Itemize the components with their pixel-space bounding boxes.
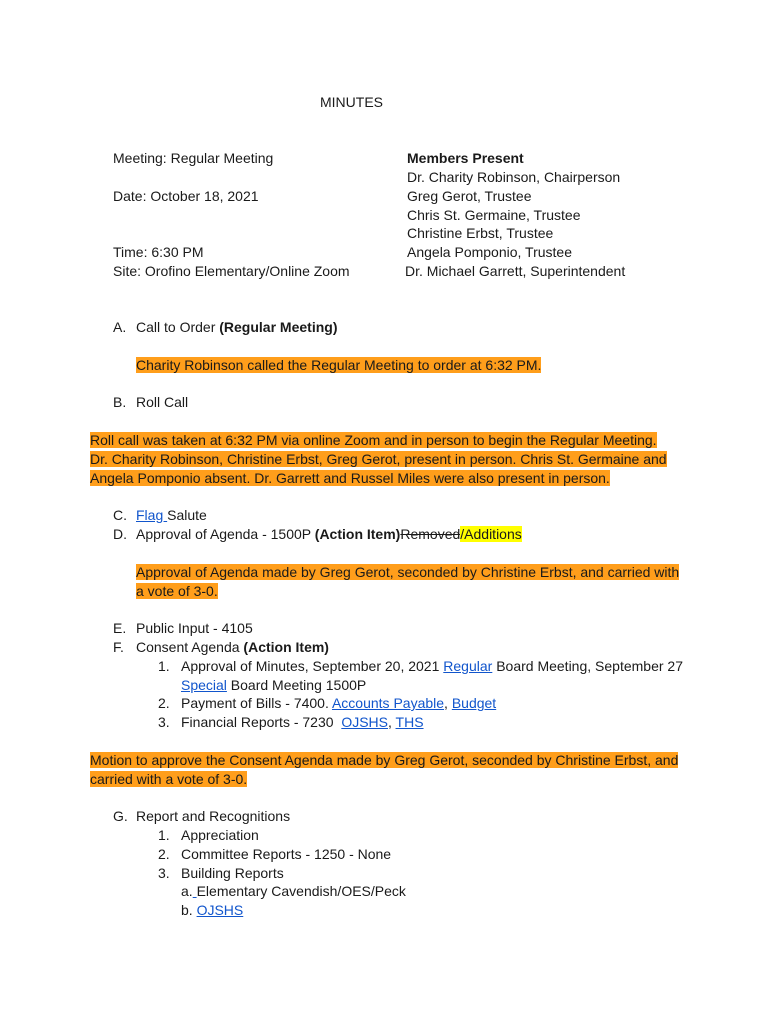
item-c-text: Salute	[167, 507, 207, 523]
item-g-text: Report and Recognitions	[136, 808, 291, 824]
roll-call-note-text: Roll call was taken at 6:32 PM via online Zoom and in person to begin the Regular Meeting. Dr. Charity Robinson, Christine Erbst, Greg Gerot, present in person. Chris St. Germaine and Angela Pomponio absent. Dr. Garrett and Russel Miles were also present in person.	[90, 432, 667, 486]
regular-minutes-link[interactable]: Regular	[443, 658, 493, 674]
sub-text: Committee Reports - 1250 - None	[181, 846, 392, 862]
item-b-letter: B.	[113, 394, 127, 410]
consent-note-text: Motion to approve the Consent Agenda made by Greg Gerot, seconded by Christine Erbst, and carried with a vote of 3-0.	[90, 752, 679, 787]
sub-num: 2.	[158, 695, 170, 711]
item-a-letter: A.	[113, 319, 127, 335]
sub-num: 1.	[158, 658, 170, 674]
item-c	[136, 506, 207, 525]
page-title: MINUTES	[320, 94, 383, 110]
flag-link[interactable]: Flag	[136, 507, 168, 523]
item-e-letter: E.	[113, 620, 127, 636]
member-item: Greg Gerot, Trustee	[407, 188, 532, 204]
item-c-letter: C.	[113, 507, 127, 523]
accounts-payable-link[interactable]: Accounts Payable	[331, 695, 445, 711]
item-a-note-text: Charity Robinson called the Regular Meeting to order at 6:32 PM.	[136, 357, 542, 373]
item-d-text: Approval of Agenda - 1500P	[136, 526, 315, 542]
sub-num: 3.	[158, 714, 170, 730]
sub-text: Elementary Cavendish/OES/Peck	[196, 883, 406, 899]
item-d-bold: (Action Item)	[314, 526, 401, 542]
item-f-bold: (Action Item)	[243, 639, 329, 655]
member-item: Chris St. Germaine, Trustee	[407, 207, 581, 223]
sub-num: 1.	[158, 827, 170, 843]
item-a-text: Call to Order	[136, 319, 220, 335]
item-d-letter: D.	[113, 526, 127, 542]
item-f-text: Consent Agenda	[136, 639, 244, 655]
item-d-additions: /Additions	[460, 526, 522, 542]
member-item: Dr. Michael Garrett, Superintendent	[405, 263, 626, 279]
consent-sub-3	[181, 713, 424, 732]
item-d-strike: Removed	[400, 526, 461, 542]
member-item: Angela Pomponio, Trustee	[407, 244, 572, 260]
consent-sub-2	[181, 694, 496, 713]
ths-financial-link[interactable]: THS	[395, 714, 424, 730]
agenda-note-text: Approval of Agenda made by Greg Gerot, seconded by Christine Erbst, and carried with a vote of 3-0.	[136, 564, 680, 599]
sub-sep: ,	[444, 695, 452, 711]
building-report-a	[181, 882, 406, 901]
special-minutes-link[interactable]: Special	[181, 677, 227, 693]
sub-text: Board Meeting 1500P	[226, 677, 367, 693]
sub-text: Payment of Bills - 7400.	[181, 695, 332, 711]
sub-text: Appreciation	[181, 827, 259, 843]
meeting-date: Date: October 18, 2021	[113, 188, 259, 204]
item-a	[136, 318, 337, 337]
item-f-letter: F.	[113, 639, 124, 655]
meeting-type: Meeting: Regular Meeting	[113, 150, 274, 166]
sub-text: Financial Reports - 7230	[181, 714, 342, 730]
sub-letter: b.	[181, 902, 193, 918]
members-heading: Members Present	[407, 150, 524, 166]
item-f	[136, 638, 329, 657]
ojshs-building-link[interactable]: OJSHS	[196, 902, 244, 918]
meeting-time: Time: 6:30 PM	[113, 244, 204, 260]
item-e-text: Public Input - 4105	[136, 620, 253, 636]
consent-sub-1	[181, 657, 683, 676]
item-a-bold: (Regular Meeting)	[219, 319, 338, 335]
item-g-letter: G.	[113, 808, 128, 824]
meeting-site: Site: Orofino Elementary/Online Zoom	[113, 263, 350, 279]
consent-note	[90, 751, 680, 789]
consent-sub-1-cont	[181, 676, 366, 695]
budget-link[interactable]: Budget	[451, 695, 497, 711]
member-item: Dr. Charity Robinson, Chairperson	[407, 169, 621, 185]
item-a-note	[136, 356, 541, 375]
building-report-b	[181, 901, 243, 920]
sub-text: Board Meeting, September 27	[492, 658, 683, 674]
ojshs-financial-link[interactable]: OJSHS	[341, 714, 388, 730]
item-d	[136, 525, 522, 544]
sub-text: Approval of Minutes, September 20, 2021	[181, 658, 444, 674]
sub-num: 3.	[158, 865, 170, 881]
item-b-text: Roll Call	[136, 394, 189, 410]
sub-letter: a.	[181, 883, 193, 899]
sub-sep: ,	[388, 714, 396, 730]
roll-call-note	[90, 431, 678, 488]
agenda-note	[136, 563, 681, 601]
member-item: Christine Erbst, Trustee	[407, 225, 554, 241]
sub-num: 2.	[158, 846, 170, 862]
sub-text: Building Reports	[181, 865, 284, 881]
